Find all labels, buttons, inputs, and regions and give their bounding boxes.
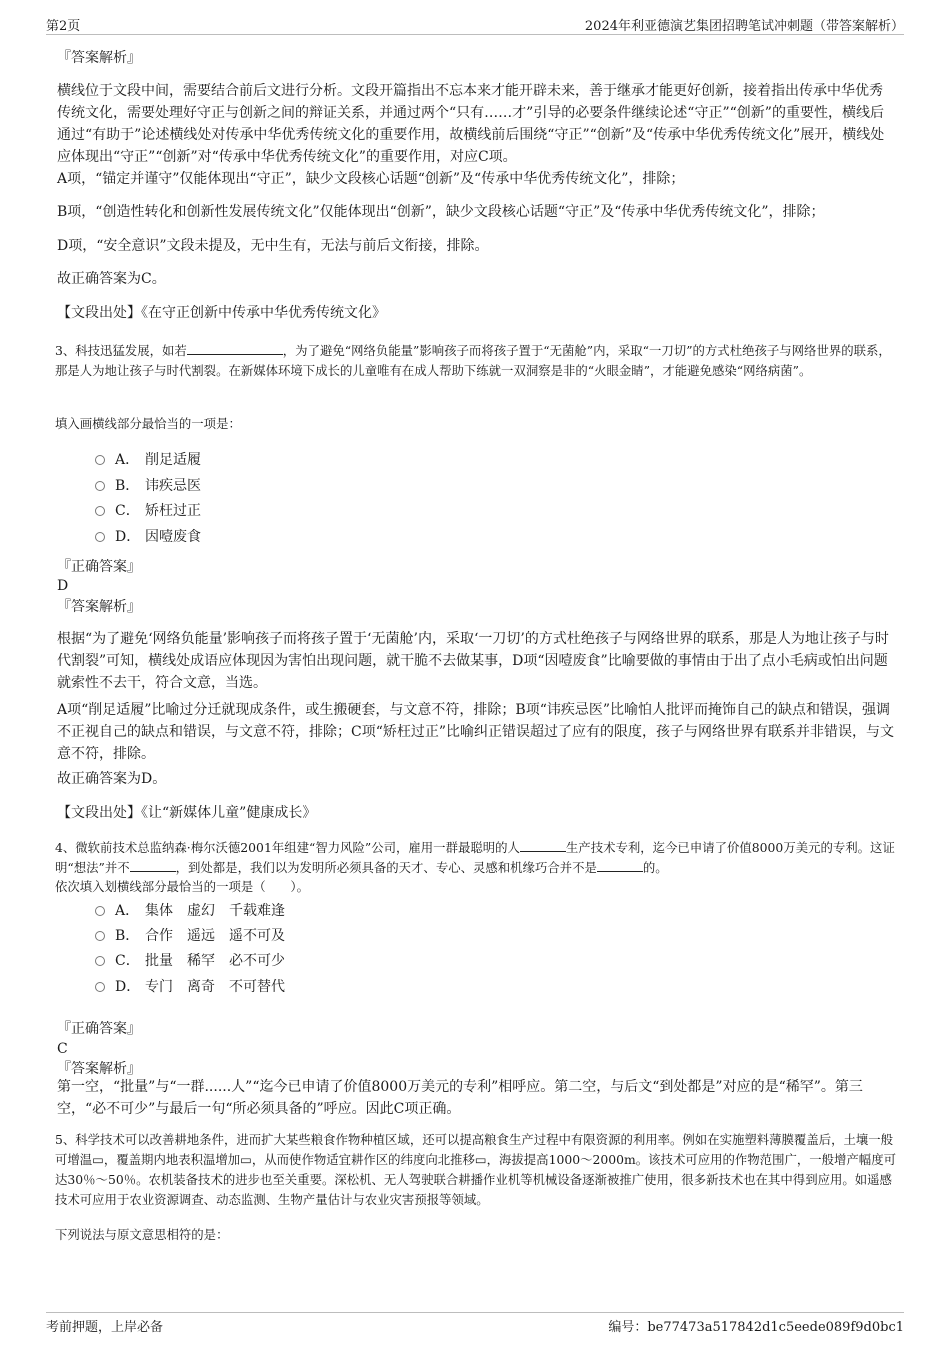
q3-source: 【文段出处】《让“新媒体儿童”健康成长》 — [57, 805, 317, 821]
q2-analysis-d: D项，“安全意识”文段未提及，无中生有，无法与前后文衔接，排除。 — [57, 238, 489, 254]
q3-blank — [187, 342, 283, 355]
q4-answer-label: 『正确答案』 — [57, 1021, 141, 1037]
q4-analysis-label: 『答案解析』 — [57, 1061, 141, 1077]
q4-option-c[interactable]: C． 批量 稀罕 必不可少 — [95, 950, 299, 972]
q4-stem-part2: 生产技术专利，迄今已申请了价值8000万美元的专利。这证明“想法”并不 — [55, 840, 895, 875]
document-title: 2024年利亚德演艺集团招聘笔试冲刺题（带答案解析） — [584, 19, 904, 34]
q3-option-a[interactable]: A． 削足适履 — [95, 449, 201, 471]
radio-icon[interactable] — [95, 481, 105, 491]
q4-blank-2 — [130, 859, 176, 872]
q4-stem-part1: 4、微软前技术总监纳森·梅尔沃德2001年组建“智力风险”公司，雇用一群最聪明的人 — [55, 840, 520, 855]
q5-prompt: 下列说法与原文意思相符的是： — [55, 1227, 229, 1242]
q4-analysis-text: 第一空，“批量”与“一群......人”“迄今已申请了价值8000万美元的专利”相呼应。第二空，与后文“到处都是”对应的是“稀罕”。第三空，“必不可少”与最后一句“所必须具备的”呼应。因此C项正确。 — [57, 1079, 863, 1117]
q4-option-b[interactable]: B． 合作 遥远 遥不可及 — [95, 925, 299, 947]
q3-option-c[interactable]: C． 矫枉过正 — [95, 500, 201, 522]
q2-analysis-label: 『答案解析』 — [57, 50, 141, 66]
radio-icon[interactable] — [95, 931, 105, 941]
page-number: 第2页 — [46, 19, 81, 34]
radio-icon[interactable] — [95, 455, 105, 465]
q3-stem-part1: 3、科技迅猛发展，如若 — [55, 343, 187, 358]
q3-option-b[interactable]: B． 讳疾忌医 — [95, 475, 201, 497]
q3-prompt: 填入画横线部分最恰当的一项是： — [55, 416, 241, 431]
radio-icon[interactable] — [95, 532, 105, 542]
q3-answer-label: 『正确答案』 — [57, 559, 141, 575]
q4-answer: C — [57, 1041, 68, 1057]
q3-analysis-text: 根据“为了避免‘网络负能量’影响孩子而将孩子置于‘无菌舱’内，采取‘一刀切’的方式杜绝孩子与网络世界的联系，那是人为地让孩子与时代割裂”可知，横线处成语应体现因为害怕出现问题，就干脆不去做某事，D项“因噎废食”比喻要做的事情由于出了点小毛病或怕出问题就索性不去干，符合文意，当选。 — [57, 631, 889, 691]
radio-icon[interactable] — [95, 982, 105, 992]
q2-source: 【文段出处】《在守正创新中传承中华优秀传统文化》 — [57, 305, 386, 321]
q3-stem-part2: ，为了避免“网络负能量”影响孩子而将孩子置于“无菌舱”内，采取“一刀切”的方式杜绝孩子与网络世界的联系，那是人为地让孩子与时代割裂。在新媒体环境下成长的儿童唯有在成人帮助下练就一双洞察是非的“火眼金睛”，才能避免感染“网络病菌”。 — [55, 343, 891, 378]
radio-icon[interactable] — [95, 506, 105, 516]
q2-analysis-text: 横线位于文段中间，需要结合前后文进行分析。文段开篇指出不忘本来才能开辟未来，善于继承才能更好创新，接着指出传承中华优秀传统文化，需要处理好守正与创新之间的辩证关系，并通过两个“只有……才”引导的必要条件继续论述“守正”“创新”的重要性，横线后通过“有助于”论述横线处对传承中华优秀传统文化的重要作用，故横线前后围绕“守正”“创新”及“传承中华优秀传统文化”展开，横线处应体现出“守正”“创新”对“传承中华优秀传统文化”的重要作用，对应C项。 — [57, 83, 885, 165]
page-footer — [46, 1312, 904, 1333]
q3-analysis-options: A项“削足适履”比喻过分迁就现成条件，或生搬硬套，与文意不符，排除；B项“讳疾忌医”比喻怕人批评而掩饰自己的缺点和错误，强调不正视自己的缺点和错误，与文意不符，排除；C项“矫枉过正”比喻纠正错误超过了应有的限度，孩子与网络世界有联系并非错误，与文意不符，排除。 — [57, 702, 895, 762]
q4-stem-part3: ，到处都是，我们以为发明所必须具备的天才、专心、灵感和机缘巧合并不是 — [175, 860, 597, 875]
q3-stem — [55, 341, 897, 381]
q4-blank-3 — [597, 859, 643, 872]
footer-slogan: 考前押题，上岸必备 — [46, 1320, 164, 1335]
q5-stem: 5、科学技术可以改善耕地条件，进而扩大某些粮食作物种植区域，还可以提高粮食生产过程中有限资源的利用率。例如在实施塑料薄膜覆盖后，土壤一般可增温▭，覆盖期内地表积温增加▭，从而使作物适宜耕作区的纬度向北推移▭，海拔提高1000～2000m。该技术可应用的作物范围广，一般增产幅度可达30％～50％。农机装备技术的进步也至关重要。深松机、无人驾驶联合耕播作业机等机械设备逐渐被推广使用，很多新技术也在其中得到应用。如遥感技术可应用于农业资源调查、动态监测、生物产量估计与农业灾害预报等领域。 — [55, 1132, 896, 1207]
radio-icon[interactable] — [95, 956, 105, 966]
q3-conclusion: 故正确答案为D。 — [57, 771, 167, 787]
q2-analysis-a: A项，“锚定并谨守”仅能体现出“守正”，缺少文段核心话题“创新”及“传承中华优秀传统文化”，排除； — [57, 171, 685, 187]
document-id: 编号：be77473a517842d1c5eede089f9d0bc1 — [608, 1320, 904, 1335]
q2-conclusion: 故正确答案为C。 — [57, 271, 166, 287]
q3-answer: D — [57, 578, 69, 594]
q4-prompt: 依次填入划横线部分最恰当的一项是（ ）。 — [55, 879, 310, 894]
q4-option-a[interactable]: A． 集体 虚幻 千载难逢 — [95, 900, 299, 922]
q4-blank-1 — [520, 839, 566, 852]
q4-stem-part4: 的。 — [642, 860, 668, 875]
q4-stem — [55, 838, 897, 878]
q3-analysis-label: 『答案解析』 — [57, 599, 141, 615]
radio-icon[interactable] — [95, 906, 105, 916]
q4-option-d[interactable]: D． 专门 离奇 不可替代 — [95, 976, 299, 998]
q2-analysis-b: B项，“创造性转化和创新性发展传统文化”仅能体现出“创新”，缺少文段核心话题“守正”及“传承中华优秀传统文化”，排除； — [57, 204, 825, 220]
q3-option-d[interactable]: D． 因噎废食 — [95, 526, 201, 548]
page-header — [46, 14, 904, 35]
